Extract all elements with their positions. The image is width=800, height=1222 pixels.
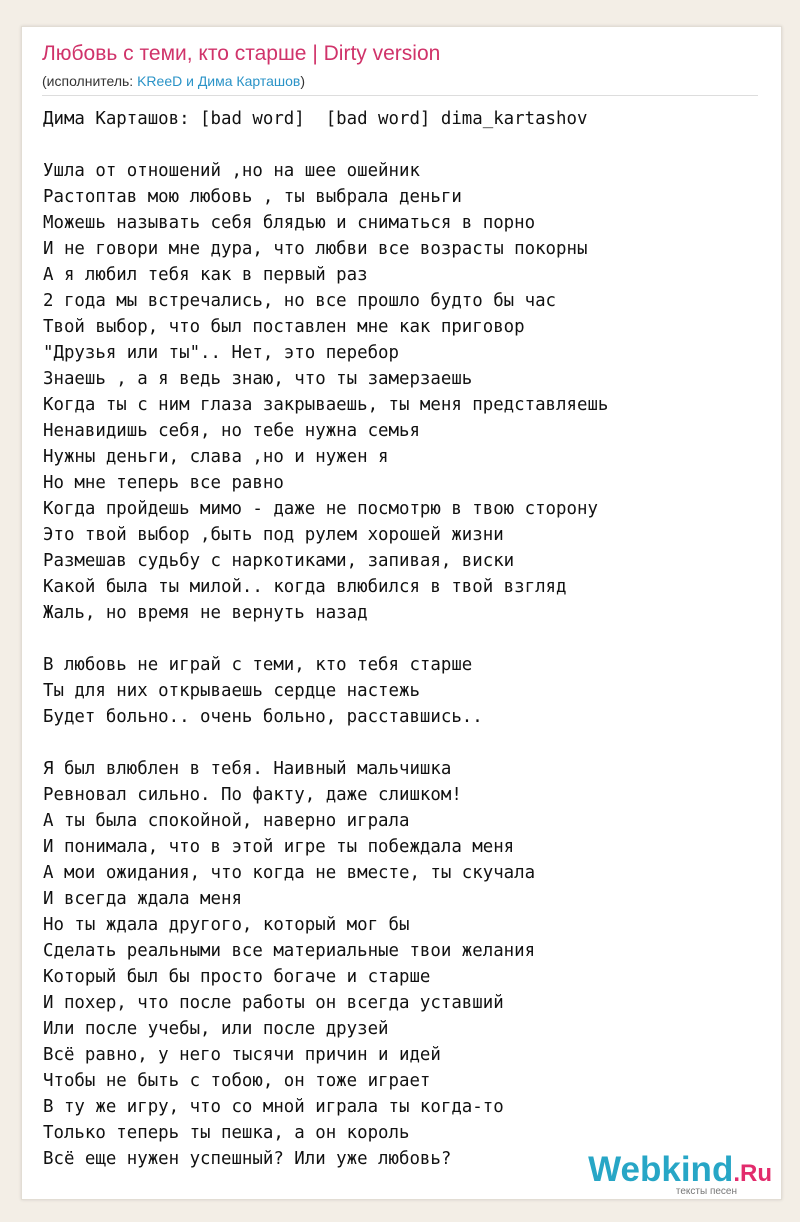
lyric-line: Когда пройдешь мимо - даже не посмотрю в твою сторону: [43, 499, 598, 519]
lyric-line: И похер, что после работы он всегда уставший: [43, 993, 504, 1013]
lyric-line: А ты была спокойной, наверно играла: [43, 811, 410, 831]
lyric-line: Который был бы просто богаче и старше: [43, 967, 431, 987]
artist-prefix: (исполнитель:: [42, 73, 138, 89]
lyric-line: Когда ты с ним глаза закрываешь, ты меня представляешь: [43, 395, 609, 415]
artist-link[interactable]: KReeD и Дима Карташов: [137, 73, 301, 89]
lyric-line: Нужны деньги, слава ,но и нужен я: [43, 447, 389, 467]
lyric-line: Будет больно.. очень больно, расставшись..: [43, 707, 483, 727]
logo-main: Webkind: [588, 1150, 734, 1189]
artist-suffix: ): [300, 73, 306, 89]
lyric-line: Всё равно, у него тысячи причин и идей: [43, 1045, 441, 1065]
lyrics-block: [43, 106, 608, 1172]
lyric-line: И не говори мне дура, что любви все возрасты покорны: [43, 239, 588, 259]
lyric-line: Можешь называть себя блядью и сниматься в порно: [43, 213, 536, 233]
lyric-line: Размешав судьбу с наркотиками, запивая, виски: [43, 551, 515, 571]
lyric-line: А я любил тебя как в первый раз: [43, 265, 368, 285]
artist-line: [42, 73, 305, 89]
lyric-line: Ревновал сильно. По факту, даже слишком!: [43, 785, 462, 805]
lyric-line: Это твой выбор ,быть под рулем хорошей жизни: [43, 525, 504, 545]
lyric-line: И понимала, что в этой игре ты побеждала меня: [43, 837, 515, 857]
lyrics-lines: [43, 161, 608, 1169]
lyrics-credit: Дима Карташов: [bad word] [bad word] dima_kartashov: [43, 109, 588, 129]
lyric-line: Какой была ты милой.. когда влюбился в твой взгляд: [43, 577, 567, 597]
logo-suffix: .Ru: [733, 1160, 772, 1187]
lyric-line: Только теперь ты пешка, а он король: [43, 1123, 410, 1143]
lyric-line: Твой выбор, что был поставлен мне как приговор: [43, 317, 525, 337]
lyric-line: Знаешь , а я ведь знаю, что ты замерзаешь: [43, 369, 473, 389]
logo-tagline: тексты песен: [675, 1186, 737, 1197]
lyric-line: Но ты ждала другого, который мог бы: [43, 915, 410, 935]
lyric-line: Жаль, но время не вернуть назад: [43, 603, 368, 623]
lyric-line: Растоптав мою любовь , ты выбрала деньги: [43, 187, 462, 207]
lyric-line: Всё еще нужен успешный? Или уже любовь?: [43, 1149, 452, 1169]
header-divider: [42, 95, 758, 96]
page-title: Любовь с теми, кто старше | Dirty version: [42, 42, 441, 65]
lyric-line: Ушла от отношений ,но на шее ошейник: [43, 161, 420, 181]
lyric-line: Я был влюблен в тебя. Наивный мальчишка: [43, 759, 452, 779]
lyric-line: Но мне теперь все равно: [43, 473, 284, 493]
lyric-line: В любовь не играй с теми, кто тебя старше: [43, 655, 473, 675]
lyric-line: Ненавидишь себя, но тебе нужна семья: [43, 421, 420, 441]
lyric-line: Или после учебы, или после друзей: [43, 1019, 389, 1039]
lyric-line: А мои ожидания, что когда не вместе, ты скучала: [43, 863, 536, 883]
lyric-line: "Друзья или ты".. Нет, это перебор: [43, 343, 399, 363]
lyric-line: Ты для них открываешь сердце настежь: [43, 681, 420, 701]
lyric-line: 2 года мы встречались, но все прошло будто бы час: [43, 291, 557, 311]
lyric-line: В ту же игру, что со мной играла ты когда-то: [43, 1097, 504, 1117]
lyric-line: Чтобы не быть с тобою, он тоже играет: [43, 1071, 431, 1091]
lyric-line: И всегда ждала меня: [43, 889, 242, 909]
lyric-line: Сделать реальными все материальные твои желания: [43, 941, 536, 961]
